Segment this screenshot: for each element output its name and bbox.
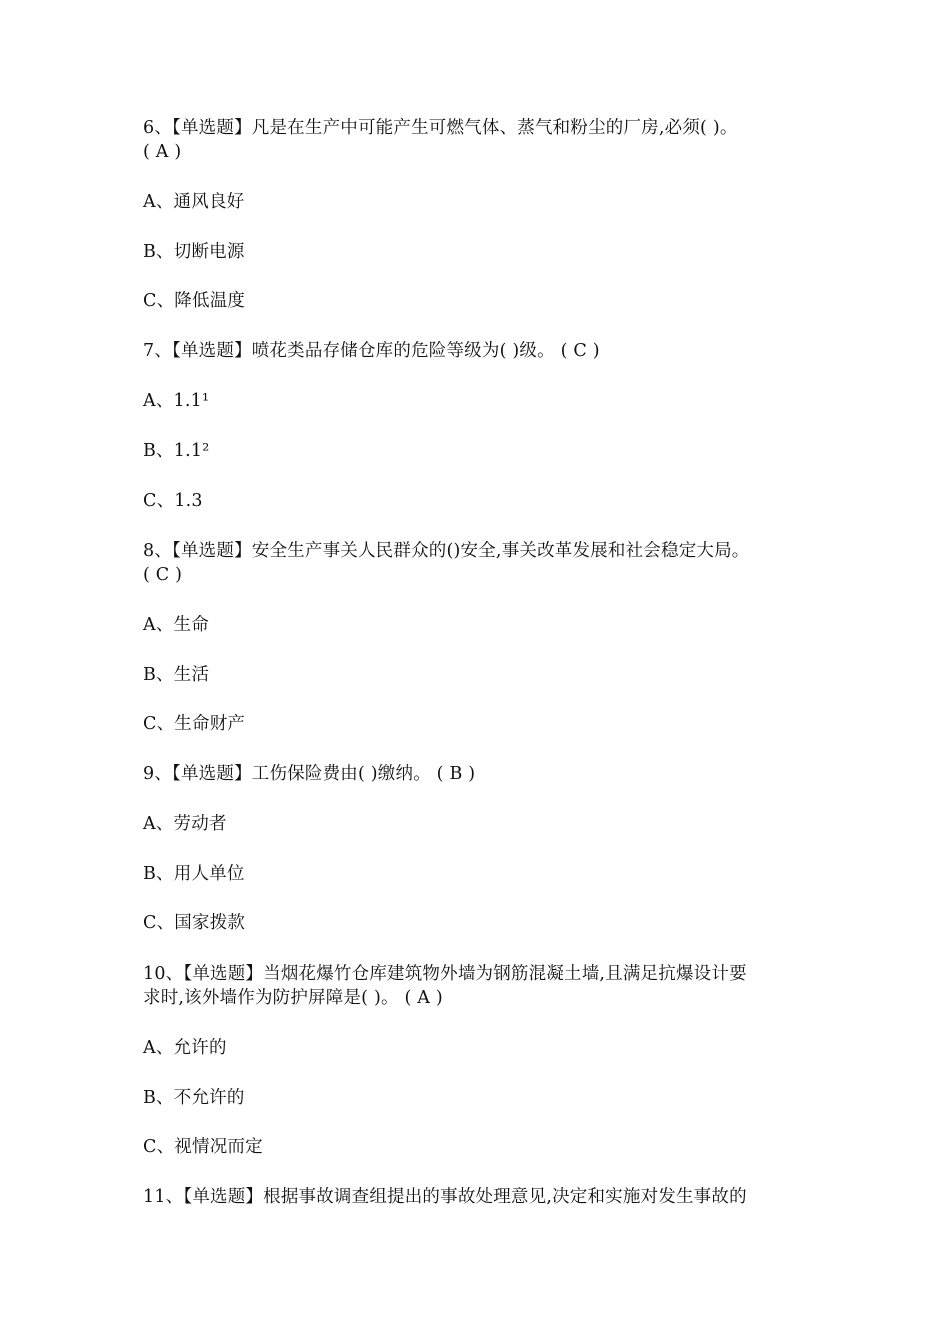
- question-9-row: [143, 762, 823, 786]
- question-6-option-a: A、通风良好: [143, 192, 245, 212]
- question-6-option-c: C、降低温度: [143, 291, 246, 311]
- question-7-answer: ( C ): [560, 341, 600, 361]
- question-7-row: [143, 339, 823, 363]
- question-6-answer: ( A ): [143, 142, 182, 162]
- question-8-answer: ( C ): [143, 565, 183, 585]
- question-7-option-b: B、1.1²: [143, 441, 210, 461]
- question-7-option-a: A、1.1¹: [143, 391, 210, 411]
- question-9-option-a: A、劳动者: [143, 814, 227, 834]
- question-7-text: 7、【单选题】喷花类品存储仓库的危险等级为( )级。: [143, 341, 555, 361]
- question-10-row-2: [143, 986, 823, 1010]
- question-10-text-line1: 10、【单选题】当烟花爆竹仓库建筑物外墙为钢筋混凝土墙,且满足抗爆设计要: [143, 964, 747, 984]
- question-8-option-c: C、生命财产: [143, 714, 246, 734]
- question-9-text: 9、【单选题】工伤保险费由( )缴纳。: [143, 764, 431, 784]
- question-9-option-c: C、国家拨款: [143, 913, 246, 933]
- question-9-answer: ( B ): [436, 764, 476, 784]
- question-7-option-c: C、1.3: [143, 491, 203, 511]
- question-8-text: 8、【单选题】安全生产事关人民群众的()安全,事关改革发展和社会稳定大局。: [143, 541, 750, 561]
- question-10-option-a: A、允许的: [143, 1038, 227, 1058]
- question-8-option-b: B、生活: [143, 665, 210, 685]
- question-6-option-b: B、切断电源: [143, 242, 245, 262]
- question-10-option-b: B、不允许的: [143, 1088, 245, 1108]
- question-10-option-c: C、视情况而定: [143, 1137, 263, 1157]
- question-6-text: 6、【单选题】凡是在生产中可能产生可燃气体、蒸气和粉尘的厂房,必须( )。: [143, 118, 738, 138]
- question-10-text-line2: 求时,该外墙作为防护屏障是( )。: [143, 988, 399, 1008]
- question-10-answer: ( A ): [404, 988, 443, 1008]
- question-11-text: 11、【单选题】根据事故调查组提出的事故处理意见,决定和实施对发生事故的: [143, 1187, 747, 1207]
- question-8-option-a: A、生命: [143, 615, 209, 635]
- question-9-option-b: B、用人单位: [143, 864, 245, 884]
